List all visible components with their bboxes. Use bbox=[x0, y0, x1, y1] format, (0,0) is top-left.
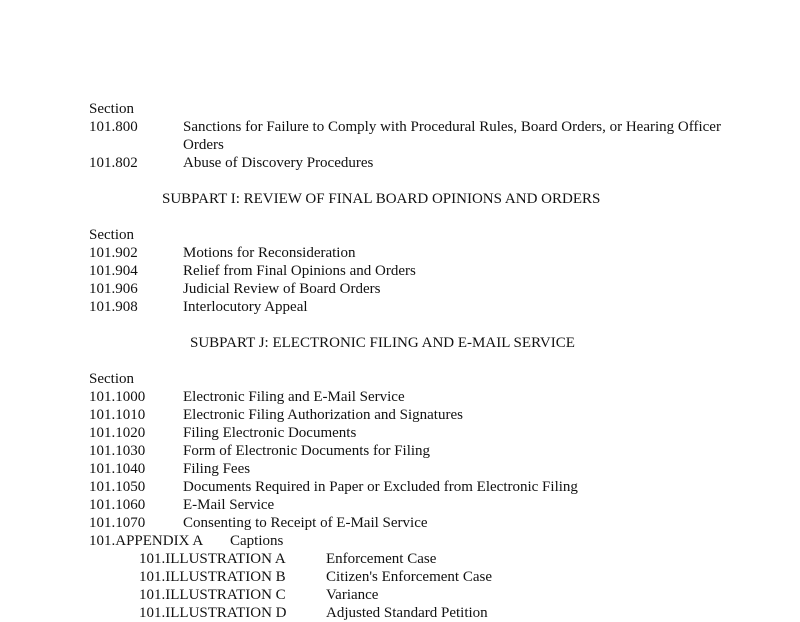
list-item bbox=[89, 478, 749, 496]
section-number: 101.800 bbox=[89, 119, 138, 135]
list-item bbox=[89, 442, 749, 460]
list-item bbox=[89, 496, 749, 514]
section-list-subpart-j bbox=[89, 370, 749, 622]
section-title: Interlocutory Appeal bbox=[183, 299, 308, 315]
list-item bbox=[89, 244, 749, 262]
section-number: 101.1040 bbox=[89, 461, 146, 477]
section-title: Documents Required in Paper or Excluded from Electronic Filing bbox=[183, 479, 578, 495]
section-label-text: Section bbox=[89, 227, 134, 243]
section-title: Motions for Reconsideration bbox=[183, 245, 356, 261]
list-item bbox=[89, 388, 749, 406]
section-label bbox=[89, 100, 749, 118]
section-title: Electronic Filing and E-Mail Service bbox=[183, 389, 405, 405]
section-title: Abuse of Discovery Procedures bbox=[183, 155, 374, 171]
section-number: 101.1010 bbox=[89, 407, 146, 423]
section-number: 101.904 bbox=[89, 263, 138, 279]
section-title: E-Mail Service bbox=[183, 497, 275, 513]
list-item bbox=[89, 154, 749, 172]
illustration-number: 101.ILLUSTRATION B bbox=[139, 569, 286, 585]
list-item bbox=[89, 262, 749, 280]
section-number: 101.1070 bbox=[89, 515, 146, 531]
list-item bbox=[89, 298, 749, 316]
section-title: Consenting to Receipt of E-Mail Service bbox=[183, 515, 428, 531]
section-title: Relief from Final Opinions and Orders bbox=[183, 263, 416, 279]
section-number: 101.1060 bbox=[89, 497, 146, 513]
section-number: 101.902 bbox=[89, 245, 138, 261]
section-title: Electronic Filing Authorization and Signatures bbox=[183, 407, 463, 423]
section-label-text: Section bbox=[89, 371, 134, 387]
illustration-number: 101.ILLUSTRATION A bbox=[139, 551, 286, 567]
subpart-i-heading: SUBPART I: REVIEW OF FINAL BOARD OPINIONS AND ORDERS bbox=[162, 191, 601, 207]
section-label bbox=[89, 226, 749, 244]
illustration-number: 101.ILLUSTRATION D bbox=[139, 605, 287, 621]
section-number: 101.1030 bbox=[89, 443, 146, 459]
section-title: Sanctions for Failure to Comply with Procedural Rules, Board Orders, or Hearing Officer Orders bbox=[183, 119, 721, 153]
list-item bbox=[89, 118, 749, 154]
section-label bbox=[89, 370, 749, 388]
illustration-item bbox=[89, 568, 749, 586]
subpart-j-heading: SUBPART J: ELECTRONIC FILING AND E-MAIL SERVICE bbox=[190, 335, 575, 351]
section-number: 101.1000 bbox=[89, 389, 146, 405]
list-item bbox=[89, 424, 749, 442]
illustration-title: Adjusted Standard Petition bbox=[326, 605, 488, 621]
section-number: 101.1050 bbox=[89, 479, 146, 495]
illustration-title: Variance bbox=[326, 587, 379, 603]
illustration-item bbox=[89, 586, 749, 604]
illustration-item bbox=[89, 550, 749, 568]
section-title: Judicial Review of Board Orders bbox=[183, 281, 381, 297]
illustration-title: Enforcement Case bbox=[326, 551, 437, 567]
section-title: Filing Electronic Documents bbox=[183, 425, 357, 441]
appendix-item bbox=[89, 532, 749, 550]
section-number: 101.906 bbox=[89, 281, 138, 297]
illustration-title: Citizen's Enforcement Case bbox=[326, 569, 492, 585]
section-number: 101.908 bbox=[89, 299, 138, 315]
list-item bbox=[89, 514, 749, 532]
illustration-number: 101.ILLUSTRATION C bbox=[139, 587, 286, 603]
section-list-subpart-i bbox=[89, 226, 749, 316]
list-item bbox=[89, 460, 749, 478]
section-title: Filing Fees bbox=[183, 461, 251, 477]
list-item bbox=[89, 406, 749, 424]
section-list-block-1 bbox=[89, 100, 749, 172]
section-number: 101.802 bbox=[89, 155, 138, 171]
appendix-number: 101.APPENDIX A bbox=[89, 533, 204, 549]
appendix-title: Captions bbox=[230, 533, 284, 549]
section-number: 101.1020 bbox=[89, 425, 146, 441]
section-label-text: Section bbox=[89, 101, 134, 117]
section-title: Form of Electronic Documents for Filing bbox=[183, 443, 431, 459]
illustration-item bbox=[89, 604, 749, 622]
list-item bbox=[89, 280, 749, 298]
